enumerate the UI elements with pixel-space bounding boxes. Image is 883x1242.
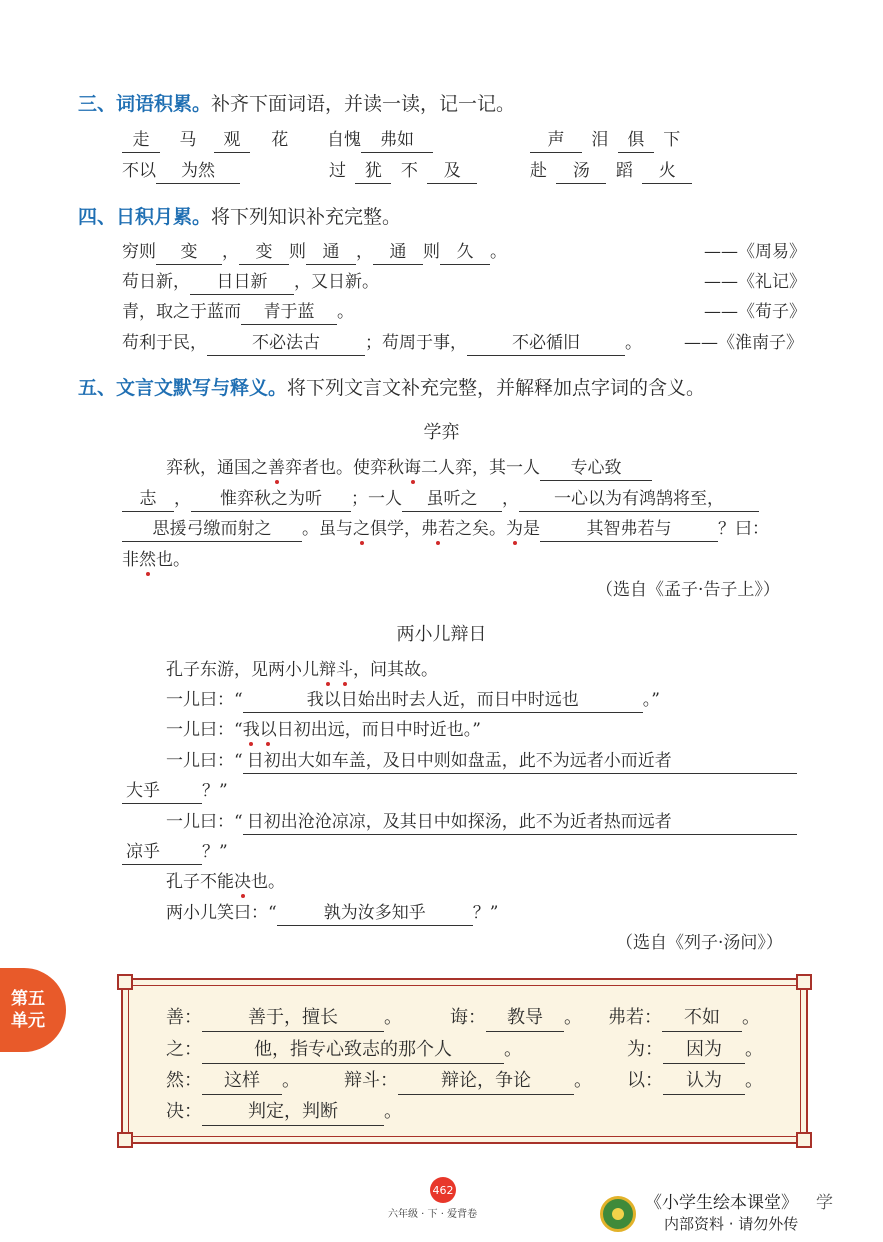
blank[interactable]: 不必法古 [207, 331, 365, 356]
gloss-term: 为 [627, 1039, 645, 1060]
section-5-label: 五、文言文默写与释义。 [78, 377, 288, 399]
unit-tab [0, 968, 66, 1052]
gloss-term: 辩斗 [344, 1070, 380, 1091]
idiom-text: 不以 [122, 161, 156, 181]
gloss-row-2 [166, 1037, 522, 1064]
period: 。 [282, 1070, 300, 1091]
lxr-line-6 [166, 810, 797, 835]
dotted-char: 我 [242, 720, 260, 740]
text: ？” [472, 903, 499, 923]
blank[interactable]: 青于蓝 [241, 300, 337, 325]
blank[interactable]: 变 [156, 240, 222, 265]
dotted-char: 弗若 [421, 519, 455, 539]
gloss-term: 以 [627, 1070, 645, 1091]
blank[interactable]: 声 [530, 128, 582, 153]
blank[interactable]: 俱 [618, 128, 654, 153]
text: 一儿曰：“ [166, 720, 243, 740]
colon: ： [468, 1007, 486, 1028]
gloss-answer[interactable]: 他，指专心致志的那个人 [202, 1037, 504, 1064]
text: 一儿曰：“ [166, 751, 243, 771]
gloss-row-1c [608, 1005, 760, 1032]
blank[interactable]: 弗如 [361, 128, 433, 153]
idiom-char: 马 [179, 130, 197, 150]
period: 。 [745, 1070, 763, 1091]
quote-source: ——《淮南子》 [684, 333, 803, 353]
brand-line [645, 1188, 833, 1213]
lxr-line-7 [122, 840, 228, 865]
blank[interactable]: 惟弈秋之为听 [191, 487, 351, 512]
text: ？曰： [718, 519, 769, 539]
text: 弈秋，通国之 [166, 458, 268, 478]
colon: ： [644, 1007, 662, 1028]
quote-line-2 [122, 270, 379, 295]
section-3-label: 三、词语积累。 [78, 93, 212, 115]
blank[interactable]: 变 [239, 240, 289, 265]
text: 。” [642, 690, 660, 710]
text: 。虽与 [302, 519, 353, 539]
period: 。 [384, 1101, 402, 1122]
text: ？” [202, 842, 228, 862]
quote-text: 。 [625, 333, 642, 353]
quote-source: ——《周易》 [704, 242, 806, 262]
blank[interactable]: 其智弗若与 [540, 517, 718, 542]
section-3-heading [78, 92, 515, 116]
text: 非 [122, 550, 139, 570]
blank[interactable]: 志 [122, 487, 174, 512]
section-4-heading [78, 205, 401, 229]
text: 弈者也。使弈秋 [285, 458, 404, 478]
blank[interactable]: 思援弓缴而射之 [122, 517, 302, 542]
grade-label: 六年级 · 下 · 爱背卷 [388, 1209, 478, 1220]
blank[interactable]: 火 [642, 159, 692, 184]
text: ？” [202, 781, 228, 801]
section-5-heading [78, 376, 705, 400]
lxr-line-5 [122, 779, 228, 804]
quote-text: 。 [490, 242, 507, 262]
blank[interactable]: 专心致 [540, 456, 652, 481]
blank[interactable]: 日初出大如车盖，及日中则如盘盂，此不为远者小而近者 [243, 749, 797, 774]
unit-tab-line-2: 单元 [11, 1011, 45, 1031]
quote-line-4 [122, 331, 642, 356]
corner-ornament [117, 1132, 133, 1148]
colon: ： [645, 1070, 663, 1091]
footer-note: 内部资料 · 请勿外传 [664, 1215, 799, 1233]
blank[interactable]: 我以日始出时去人近，而日中时远也 [243, 688, 643, 713]
blank[interactable]: 不必循旧 [467, 331, 625, 356]
blank[interactable]: 大乎 [122, 779, 202, 804]
text: 俱学， [370, 519, 421, 539]
gloss-term: 决 [166, 1101, 184, 1122]
blank[interactable]: 虽听之 [402, 487, 502, 512]
text: 是 [523, 519, 540, 539]
blank[interactable]: 犹 [355, 159, 391, 184]
idiom-row-1 [122, 128, 288, 153]
lxr-line-8 [166, 870, 285, 894]
idiom-char: 下 [663, 130, 681, 150]
blank[interactable]: 一心以为有鸿鹄将至， [519, 487, 759, 512]
lxr-line-1 [166, 658, 438, 682]
idiom-row-2 [122, 159, 240, 184]
quote-text: 苟利于民， [122, 333, 207, 353]
dotted-char: 决 [234, 872, 251, 892]
gloss-answer[interactable]: 判定，判断 [202, 1099, 384, 1126]
quote-line-1 [122, 240, 507, 265]
blank[interactable]: 观 [214, 128, 250, 153]
text-title-liangxiaoer: 两小儿辩日 [396, 624, 487, 645]
gloss-answer[interactable]: 因为 [663, 1037, 745, 1064]
colon: ： [184, 1007, 202, 1028]
idiom-row-2b [329, 159, 477, 184]
text: ；一人 [351, 489, 402, 509]
colon: ： [380, 1070, 398, 1091]
quote-source: ——《荀子》 [704, 302, 806, 322]
text: 一儿曰：“ [166, 690, 243, 710]
corner-ornament [117, 974, 133, 990]
brand-logo-icon [600, 1196, 636, 1232]
gloss-term: 弗若 [608, 1007, 644, 1028]
text: 孔子东游，见两小儿 [166, 660, 319, 680]
gloss-term: 善 [166, 1007, 184, 1028]
gloss-answer[interactable]: 认为 [663, 1068, 745, 1095]
brand-suffix: 学 [816, 1193, 833, 1213]
text-source: （选自《列子·汤问》） [616, 933, 783, 953]
gloss-answer[interactable]: 善于，擅长 [202, 1005, 384, 1032]
text: 二人弈，其一人 [421, 458, 540, 478]
gloss-row-4 [166, 1099, 402, 1126]
xueyi-line-3 [122, 517, 769, 542]
gloss-term: 诲 [450, 1007, 468, 1028]
gloss-row-3 [166, 1068, 300, 1095]
blank[interactable]: 通 [306, 240, 356, 265]
blank[interactable]: 走 [122, 128, 160, 153]
gloss-answer[interactable]: 这样 [202, 1068, 282, 1095]
blank[interactable]: 及 [427, 159, 477, 184]
idiom-row-1c [530, 128, 680, 153]
text-source: （选自《孟子·告子上》） [596, 580, 780, 600]
blank[interactable]: 凉乎 [122, 840, 202, 865]
text: 孔子不能 [166, 872, 234, 892]
quote-text: ；苟周于事， [365, 333, 467, 353]
idiom-char: 过 [329, 161, 346, 181]
idiom-char: 花 [271, 130, 289, 150]
text-title-xueyi: 学弈 [423, 422, 460, 443]
gloss-row-1 [166, 1005, 402, 1032]
lxr-line-9 [166, 901, 498, 926]
colon: ： [184, 1101, 202, 1122]
unit-tab-line-1: 第五 [11, 989, 45, 1009]
idiom-row-2c [530, 159, 692, 184]
dotted-char: 以 [259, 720, 277, 740]
corner-ornament [796, 1132, 812, 1148]
period: 。 [574, 1070, 592, 1091]
text: 两小儿笑曰：“ [166, 903, 277, 923]
colon: ： [645, 1039, 663, 1060]
quote-line-3 [122, 300, 354, 325]
text: 也。 [251, 872, 285, 892]
blank[interactable]: 为然 [156, 159, 240, 184]
dotted-char: 善 [268, 458, 285, 478]
quote-text: 穷则 [122, 242, 156, 262]
idiom-row-1b [327, 128, 433, 153]
text: 一儿曰：“ [166, 812, 243, 832]
idiom-char: 泪 [591, 130, 609, 150]
idiom-char: 不 [400, 161, 418, 181]
colon: ： [184, 1070, 202, 1091]
dotted-char: 为 [506, 519, 523, 539]
page-number: 462 [430, 1177, 456, 1203]
brand-name: 《小学生绘本课堂》 [645, 1193, 798, 1213]
blank[interactable]: 孰为汝多知乎 [277, 901, 473, 926]
text: 之矣。 [455, 519, 506, 539]
gloss-answer[interactable]: 辩论，争论 [398, 1068, 574, 1095]
quote-text: 。 [337, 302, 354, 322]
gloss-term: 之 [166, 1039, 184, 1060]
idiom-char: 蹈 [615, 161, 633, 181]
lxr-line-3 [166, 718, 481, 742]
quote-source: ——《礼记》 [704, 272, 806, 292]
dotted-char: 然 [139, 550, 156, 570]
section-4-label: 四、日积月累。 [78, 206, 212, 228]
lxr-line-4 [166, 749, 797, 774]
gloss-term: 然 [166, 1070, 184, 1091]
xueyi-line-2 [122, 487, 759, 512]
gloss-answer[interactable]: 教导 [486, 1005, 564, 1032]
text: ， [502, 489, 519, 509]
dotted-char: 之 [353, 519, 370, 539]
blank[interactable]: 久 [440, 240, 490, 265]
idiom-text: 自愧 [327, 130, 361, 150]
text: 日初出远，而日中时近也。” [276, 720, 481, 740]
section-3-instruction: 补齐下面词语，并读一读，记一记。 [211, 93, 516, 115]
period: 。 [564, 1007, 582, 1028]
section-5-instruction: 将下列文言文补充完整，并解释加点字词的含义。 [287, 377, 706, 399]
blank[interactable]: 日日新 [190, 270, 294, 295]
blank[interactable]: 通 [373, 240, 423, 265]
dotted-char: 斗 [336, 660, 353, 680]
period: 。 [742, 1007, 760, 1028]
quote-text: 则 [423, 242, 440, 262]
xueyi-line-1 [166, 456, 652, 481]
gloss-row-3c [627, 1068, 763, 1095]
period: 。 [745, 1039, 763, 1060]
gloss-row-2b [627, 1037, 763, 1064]
blank[interactable]: 日初出沧沧凉凉，及其日中如探汤，此不为近者热而远者 [243, 810, 797, 835]
blank[interactable]: 汤 [556, 159, 606, 184]
idiom-char: 赴 [530, 161, 547, 181]
quote-text: 则 [289, 242, 306, 262]
quote-text: ，又日新。 [294, 272, 379, 292]
corner-ornament [796, 974, 812, 990]
dotted-char: 辩 [319, 660, 336, 680]
gloss-row-1b [450, 1005, 582, 1032]
xueyi-line-4 [122, 548, 190, 572]
period: 。 [504, 1039, 522, 1060]
colon: ： [184, 1039, 202, 1060]
lxr-line-2 [166, 688, 660, 713]
section-4-instruction: 将下列知识补充完整。 [211, 206, 402, 228]
quote-text: 青，取之于蓝而 [122, 302, 241, 322]
quote-text: ， [356, 242, 373, 262]
quote-text: ， [222, 242, 239, 262]
dotted-char: 诲 [404, 458, 421, 478]
period: 。 [384, 1007, 402, 1028]
quote-text: 苟日新， [122, 272, 190, 292]
gloss-answer[interactable]: 不如 [662, 1005, 742, 1032]
text: ，问其故。 [353, 660, 438, 680]
text: 也。 [156, 550, 190, 570]
text: ， [174, 489, 191, 509]
gloss-row-3b [344, 1068, 592, 1095]
